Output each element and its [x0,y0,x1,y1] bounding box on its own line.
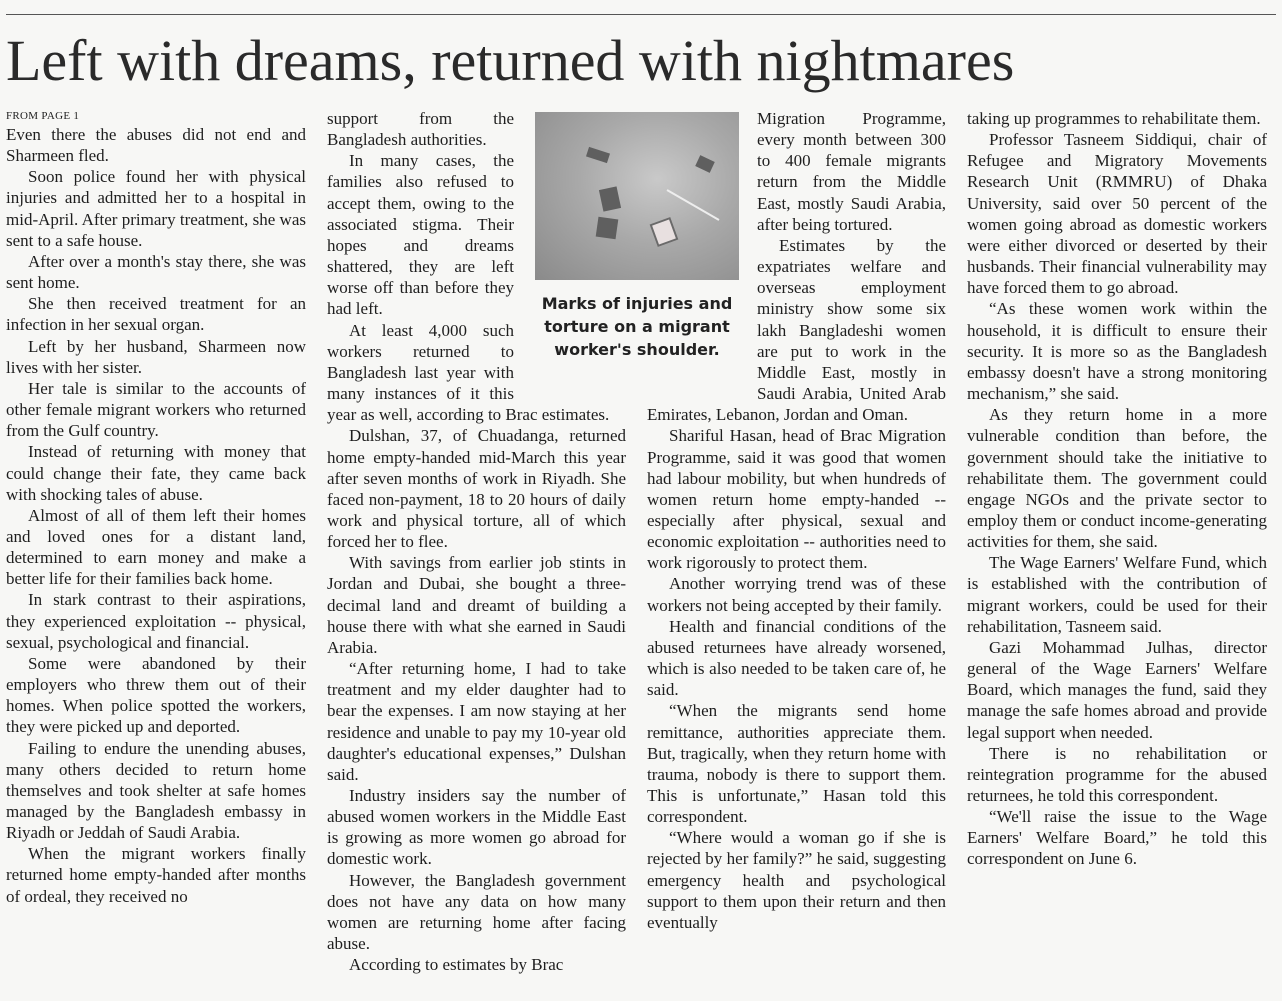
paragraph: Almost of all of them left their homes and loved ones for a distant land, determined to earn money and make a better life for their families back home. [6,505,306,589]
injury-mark [586,147,610,163]
paragraph: However, the Bangladesh government does not have any data on how many women are returning home after facing abuse. [327,870,626,954]
paragraph: According to estimates by Brac [349,955,564,975]
paragraph: Even there the abuses did not end and Sharmeen fled. [6,125,306,166]
paragraph: With savings from earlier job stints in Jordan and Dubai, she bought a three-decimal land and dreamt of building a house there with what she earned in Saudi Arabia. [327,553,626,657]
top-rule [6,14,1276,15]
paragraph: In stark contrast to their aspirations, they experienced exploitation -- physical, sexual, psychological and financial. [6,590,306,652]
paragraph: Another worrying trend was of these workers not being accepted by their family. [647,574,946,615]
paragraph: Gazi Mohammad Julhas, director general of the Wage Earners' Welfare Board, which manages the fund, said they manage the safe homes abroad and provide legal support when needed. [967,637,1267,742]
shoulder-injury-photo [535,112,739,280]
paragraph: Instead of returning with money that could change their fate, they came back with shocking tales of abuse. [6,442,306,504]
paragraph: When the migrant workers finally returned home empty-handed after months of ordeal, they received no [6,844,306,906]
paragraph: At least 4,000 such workers returned to Bangladesh last year with many instances of it this year as well, according to Brac estimates. [327,320,610,425]
paragraph: Left by her husband, Sharmeen now lives with her sister. [6,336,306,377]
paragraph: In many cases, the families also refused to accept them, owing to the associated stigma. Their hopes and dreams shattered, they are left worse off than before they had left. [327,151,514,319]
paragraph: “Where would a woman go if she is rejected by her family?” he said, suggesting emergency health and psychological support to them upon their return and then eventually [647,828,946,932]
paragraph: Shariful Hasan, head of Brac Migration Programme, said it was good that women had labour mobility, but when hundreds of women return home empty-handed -- especially after physical, sexual and economic exploitation -- authorities need to work rigorously to protect them. [647,426,946,573]
paragraph: “When the migrants send home remittance, authorities appreciate them. But, tragically, when they return home with trauma, nobody is there to support them. This is unfortunate,” Hasan told this correspondent. [647,701,946,827]
paragraph: Some were abandoned by their employers who threw them out of their homes. When police spotted the workers, they were picked up and deported. [6,653,306,737]
paragraph: Professor Tasneem Siddiqui, chair of Refugee and Migratory Movements Research Unit (RMMRU) of Dhaka University, said over 50 percent of the women going abroad as domestic workers were either divorced or deserted by their husbands. Their financial vulnerability may have forced them to go abroad. [967,130,1267,298]
paragraph: “As these women work within the household, it is difficult to ensure their security. It is more so as the Bangladesh embassy doesn't have a strong monitoring mechanism,” she said. [967,299,1267,404]
paragraph: Dulshan, 37, of Chuadanga, returned home empty-handed mid-March this year after seven months of work in Riyadh. She faced non-payment, 18 to 20 hours of daily work and physical torture, all of which forced her to flee. [327,426,626,552]
paragraph: Soon police found her with physical injuries and admitted her to a hospital in mid-April. After primary treatment, she was sent to a safe house. [6,167,306,250]
article-column-1 [6,108,306,1000]
paragraph: She then received treatment for an infection in her sexual organ. [6,294,306,335]
injury-mark [650,217,679,247]
headline: Left with dreams, returned with nightmares [6,28,1015,93]
injury-mark [667,189,720,221]
paragraph: Health and financial conditions of the abused returnees have already worsened, which is also needed to be taken care of, he said. [647,616,946,700]
photo-caption: Marks of injuries and torture on a migrant worker's shoulder. [541,294,733,359]
paragraph: As they return home in a more vulnerable condition than before, the government should take the initiative to rehabilitate them. The government could engage NGOs and the private sector to employ them or conduct income-generating activities for them, she said. [967,405,1267,552]
injury-mark [695,155,715,173]
injury-mark [599,186,621,211]
paragraph: Her tale is similar to the accounts of other female migrant workers who returned from the Gulf country. [6,378,306,441]
paragraph: Failing to endure the unending abuses, many others decided to return home themselves and took shelter at safe homes managed by the Bangladesh embassy in Riyadh or Jeddah of Saudi Arabia. [6,738,306,843]
paragraph: “We'll raise the issue to the Wage Earners' Welfare Board,” he told this correspondent on June 6. [967,807,1267,869]
injury-mark [596,217,619,240]
paragraph: After over a month's stay there, she was sent home. [6,251,306,293]
continuation-kicker: FROM PAGE 1 [6,110,80,122]
paragraph: There is no rehabilitation or reintegration programme for the abused returnees, he told this correspondent. [967,743,1267,805]
paragraph: support from the Bangladesh authorities. [327,109,514,150]
paragraph: “After returning home, I had to take treatment and my elder daughter had to bear the expenses. I am now staying at her residence and unable to pay my 10-year old daughter's educational expenses,” Dulshan said. [327,659,626,784]
paragraph: taking up programmes to rehabilitate them. [967,109,1261,128]
paragraph: The Wage Earners' Welfare Fund, which is established with the contribution of migrant workers, could be used for their rehabilitation, Tasneem said. [967,553,1267,636]
paragraph: Estimates by the expatriates welfare and overseas employment ministry show some six lakh Bangladeshi women are put to work in the Middle East, mostly in Saudi Arabia, United Arab Emirates, Lebanon, Jordan and Oman. [647,235,946,425]
paragraph: Industry insiders say the number of abused women workers in the Middle East is growing as more women go abroad for domestic work. [327,786,626,869]
article-column-4 [967,108,1267,1000]
paragraph: Migration Programme, every month between 300 to 400 female migrants return from the Middle East, mostly Saudi Arabia, after being tortured. [757,109,946,234]
